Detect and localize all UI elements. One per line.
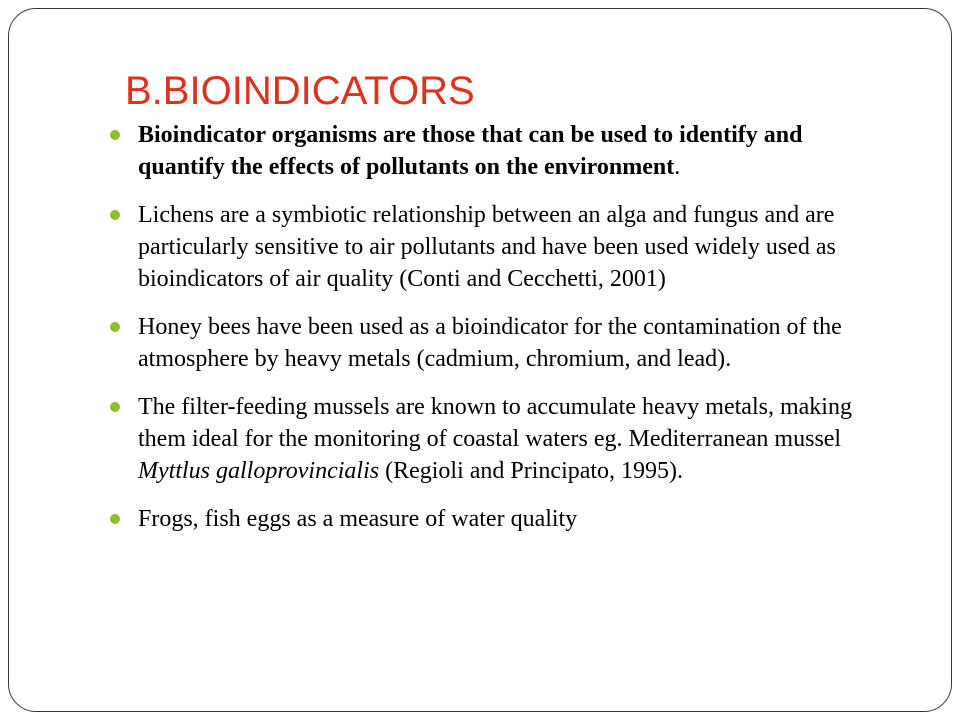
bullet-text: Frogs, fish eggs as a measure of water quality — [138, 506, 578, 532]
bullet-dot-icon — [110, 210, 120, 220]
bullet-text-after: (Regioli and Principato, 1995). — [379, 458, 684, 484]
slide-title: B.BIOINDICATORS — [125, 69, 475, 113]
slide — [8, 8, 952, 712]
bullet-frogs-fish-eggs — [108, 503, 868, 535]
species-name: Myttlus galloprovincialis — [138, 458, 380, 484]
bullet-dot-icon — [110, 514, 120, 524]
bullet-dot-icon — [110, 322, 120, 332]
bullet-bioindicator-definition — [108, 119, 868, 183]
bullet-text: Lichens are a symbiotic relationship between an alga and fungus and are particularly sensitive to air pollutants and have been used widely used as bioindicators of air quality (Conti and Cecchetti, 2001) — [138, 202, 836, 292]
bullet-list — [108, 119, 868, 551]
bullet-text-tail: . — [674, 154, 681, 180]
bullet-text: Bioindicator organisms are those that can be used to identify and quantify the effects of pollutants on the environment — [138, 122, 803, 180]
bullet-dot-icon — [110, 130, 120, 140]
bullet-mussels — [108, 391, 868, 487]
bullet-text: Honey bees have been used as a bioindicator for the contamination of the atmosphere by heavy metals (cadmium, chromium, and lead). — [138, 314, 842, 372]
bullet-honey-bees — [108, 311, 868, 375]
bullet-dot-icon — [110, 402, 120, 412]
bullet-lichens — [108, 199, 868, 295]
bullet-text-before: The filter-feeding mussels are known to accumulate heavy metals, making them ideal for the monitoring of coastal waters eg. Mediterranean mussel — [138, 394, 852, 452]
